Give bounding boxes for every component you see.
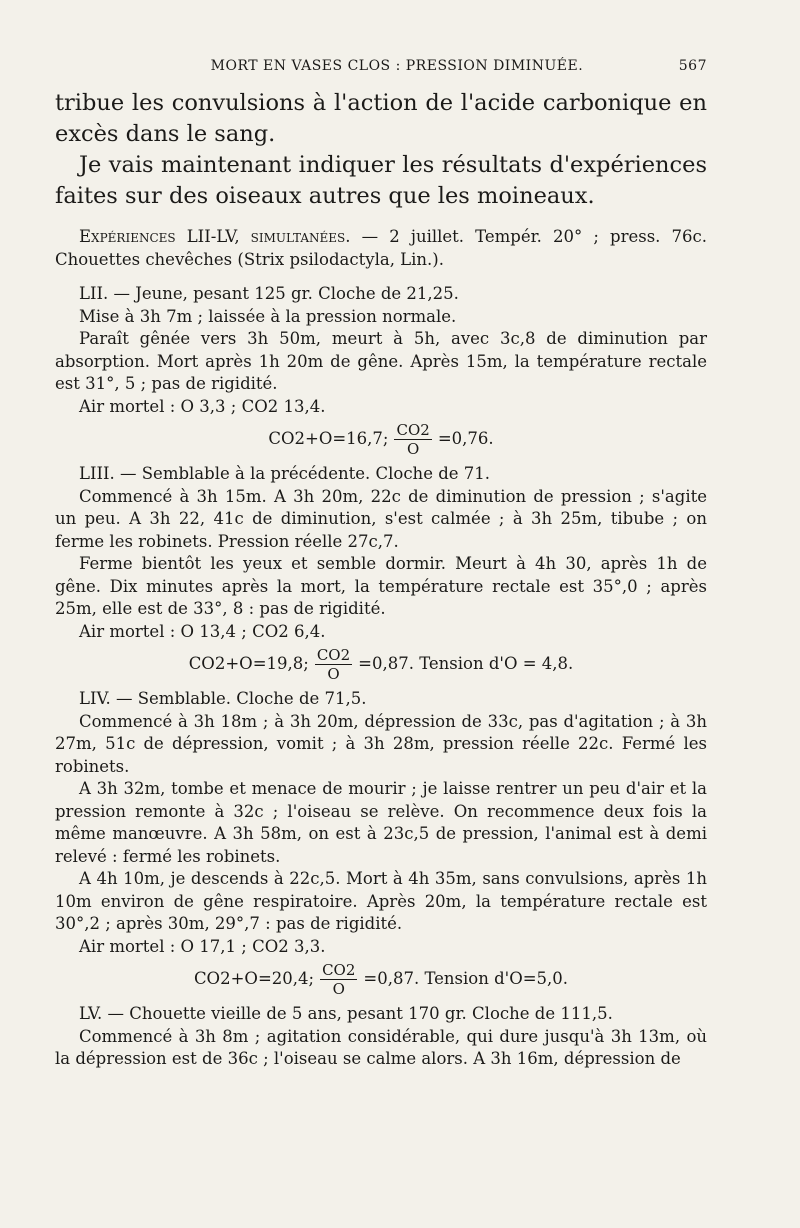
exp-lv-start: Commencé à 3h 8m ; agitation considérable, qui dure jusqu'à 3h 13m, où la dépression est de 36c ; l'oiseau se calme alors. A 3h 16m, dépression de — [55, 1026, 707, 1068]
experiments-heading — [55, 226, 707, 271]
fraction-numerator: CO2 — [322, 961, 356, 979]
exp-liv-title: LIV. — Semblable. Cloche de 71,5. — [79, 689, 367, 708]
experiments-heading-label: Expériences LII-LV, simultanées. — [79, 227, 351, 246]
experiments-heading-rest: — 2 juillet. Tempér. 20° ; press. 76c. Chouettes chevêches (Strix psilodactyla, Lin.). — [55, 227, 707, 269]
formula-right: =0,87. Tension d'O = 4,8. — [358, 654, 574, 674]
formula-left: CO2+O=20,4; — [193, 969, 315, 989]
running-header — [55, 58, 707, 74]
exp-liv-start: Commencé à 3h 18m ; à 3h 20m, dépression de 33c, pas d'agitation ; à 3h 27m, 51c de dépression, vomit ; à 3h 28m, pression réelle 22c. Fermé les robinets. — [55, 711, 707, 776]
fraction-numerator: CO2 — [396, 421, 430, 439]
page-number: 567 — [678, 58, 707, 74]
exp-lii-observation: Paraît gênée vers 3h 50m, meurt à 5h, avec 3c,8 de diminution par absorption. Mort après 1h 20m de gêne. Après 15m, la température rectale est 31°, 5 ; pas de rigidité. — [55, 329, 707, 393]
formula-left: CO2+O=19,8; — [188, 654, 309, 674]
experiments-section — [55, 226, 707, 1071]
fraction — [394, 422, 431, 457]
header-title: MORT EN VASES CLOS : PRESSION DIMINUÉE. — [210, 58, 584, 74]
exp-liv-observation-2: A 4h 10m, je descends à 22c,5. Mort à 4h 35m, sans convulsions, après 1h 10m environ de gêne respiratoire. Après 20m, la température rectale est 30°,2 ; après 30m, 29°,7 : pas de rigidité. — [55, 869, 707, 933]
formula-right: =0,87. Tension d'O=5,0. — [363, 969, 569, 989]
exp-liv-observation-1: A 3h 32m, tombe et menace de mourir ; je laisse rentrer un peu d'air et la pression remonte à 32c ; l'oiseau se relève. On recommence deux fois la même manœuvre. A 3h 58m, on est à 23c,5 de pression, l'animal est à demi relevé : fermé les robinets. — [55, 779, 707, 866]
exp-lii-start: Mise à 3h 7m ; laissée à la pression normale. — [79, 306, 457, 326]
fraction — [320, 962, 357, 997]
intro-text — [55, 88, 707, 212]
exp-liii-observation: Ferme bientôt les yeux et semble dormir. Meurt à 4h 30, après 1h de gêne. Dix minutes après la mort, la température rectale est 35°,0 ; après 25m, elle est de 33°, 8 : pas de rigidité. — [55, 554, 707, 618]
fraction — [315, 647, 352, 682]
page — [55, 58, 707, 1071]
fraction-denominator: O — [406, 440, 420, 458]
formula-right: =0,76. — [437, 429, 494, 449]
fraction-denominator: O — [332, 980, 345, 998]
intro-line-2: Je vais maintenant indiquer les résultats d'expériences faites sur des oiseaux autres que les moineaux. — [55, 152, 707, 209]
exp-lii-air: Air mortel : O 3,3 ; CO2 13,4. — [79, 396, 326, 416]
formula-left: CO2+O=16,7; — [268, 429, 389, 449]
exp-liii-start: Commencé à 3h 15m. A 3h 20m, 22c de diminution de pression ; s'agite un peu. A 3h 22, 41c de diminution, s'est calmée ; à 3h 25m, tibube ; on ferme les robinets. Pression réelle 27c,7. — [55, 486, 707, 551]
fraction-denominator: O — [327, 665, 340, 683]
exp-liii-formula — [55, 647, 707, 682]
intro-line-1: tribue les convulsions à l'action de l'acide carbonique en excès dans le sang. — [55, 90, 707, 147]
exp-liv-air: Air mortel : O 17,1 ; CO2 3,3. — [79, 936, 326, 956]
exp-lii-formula — [55, 422, 707, 457]
fraction-numerator: CO2 — [316, 646, 351, 664]
exp-liii-air: Air mortel : O 13,4 ; CO2 6,4. — [79, 621, 326, 641]
exp-lii-title: LII. — Jeune, pesant 125 gr. Cloche de 21,25. — [79, 284, 459, 303]
exp-liv-formula — [55, 962, 707, 997]
exp-lv-title: LV. — Chouette vieille de 5 ans, pesant 170 gr. Cloche de 111,5. — [79, 1004, 613, 1023]
exp-liii-title: LIII. — Semblable à la précédente. Cloche de 71. — [79, 464, 491, 483]
